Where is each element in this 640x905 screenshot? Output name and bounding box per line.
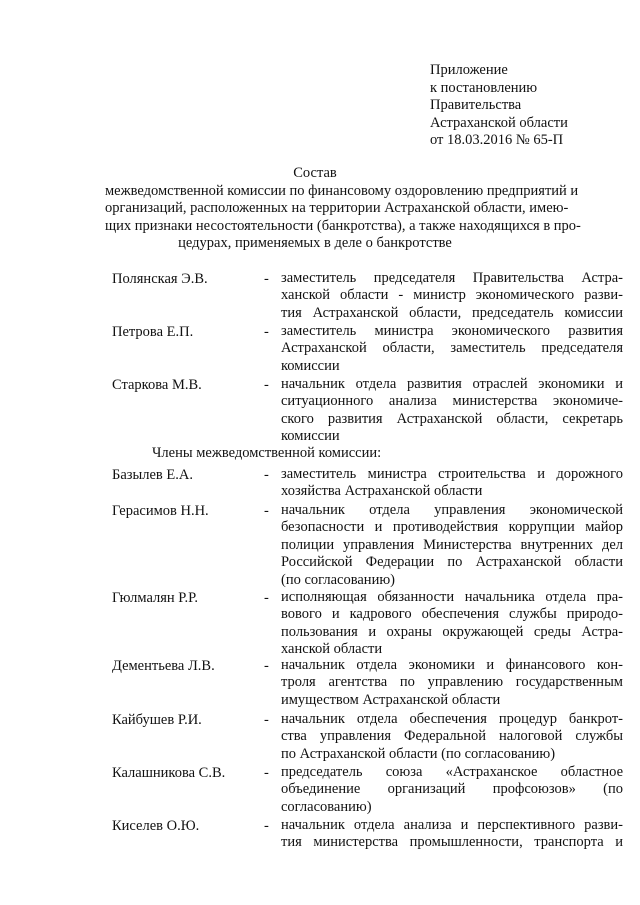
dash-separator: - [264, 271, 269, 287]
member-position [281, 270, 623, 322]
appendix-line: к постановлению [430, 79, 538, 96]
position-line: комиссии [281, 357, 340, 374]
dash-separator: - [264, 467, 269, 483]
position-line: заместитель министра строительства и дорожного [281, 466, 623, 482]
position-line: Российской Федерации по Астраханской области [281, 554, 623, 571]
position-line: троля агентства по управлению государственным [281, 674, 623, 691]
position-line: ства управления Федеральной налоговой службы [281, 728, 623, 745]
dash-separator: - [264, 818, 269, 834]
position-line: согласованию) [281, 798, 372, 815]
position-line: (по согласованию) [281, 571, 395, 588]
document-title [105, 165, 581, 253]
member-name: Полянская Э.В. [112, 271, 208, 287]
dash-separator: - [264, 712, 269, 728]
title-heading: Состав [293, 165, 337, 181]
member-name: Базылев Е.А. [112, 467, 193, 483]
position-line: безопасности и противодействия коррупции майор [281, 519, 623, 536]
appendix-line: Правительства [430, 97, 522, 114]
position-line: начальник отдела экономики и финансового кон- [281, 657, 623, 673]
member-name: Герасимов Н.Н. [112, 503, 209, 519]
position-line: исполняющая обязанности начальника отдела пра- [281, 589, 623, 605]
appendix-date-line: от 18.03.2016 № 65-П [430, 132, 564, 149]
position-line: ханской области [281, 641, 383, 658]
position-line: начальник отдела развития отраслей экономики и [281, 376, 623, 392]
position-line: заместитель председателя Правительства Астра- [281, 270, 623, 286]
appendix-note [430, 62, 630, 150]
members-header: Члены межведомственной комиссии: [152, 445, 382, 461]
member-position [281, 657, 623, 709]
position-line: Астраханской области, заместитель председателя [281, 340, 623, 357]
position-line: вового и кадрового обеспечения службы природо- [281, 606, 623, 623]
member-position [281, 466, 623, 501]
position-line: начальник отдела обеспечения процедур банкрот- [281, 711, 623, 727]
member-name: Киселев О.Ю. [112, 818, 200, 834]
member-position [281, 764, 623, 816]
dash-separator: - [264, 658, 269, 674]
position-line: имуществом Астраханской области [281, 691, 501, 708]
position-line: объединение организаций профсоюзов» (по [281, 781, 623, 798]
position-line: пользования и охраны окружающей среды Астра- [281, 623, 623, 640]
member-name: Дементьева Л.В. [112, 658, 215, 674]
member-name: Калашникова С.В. [112, 765, 226, 781]
member-position [281, 817, 623, 852]
position-line: ситуационного анализа министерства экономиче- [281, 393, 623, 410]
member-name: Кайбушев Р.И. [112, 712, 202, 728]
position-line: ханской области - министр экономического разви- [281, 287, 623, 304]
dash-separator: - [264, 324, 269, 340]
position-line: председатель союза «Астраханское областное [281, 764, 623, 780]
position-line: полиции управления Министерства внутренних дел [281, 536, 623, 553]
member-position [281, 589, 623, 659]
position-line: заместитель министра экономического развития [281, 323, 623, 339]
position-line: тия Астраханской области, председатель комиссии [281, 304, 623, 321]
dash-separator: - [264, 377, 269, 393]
member-position [281, 323, 623, 375]
position-line: начальник отдела анализа и перспективного разви- [281, 817, 623, 833]
member-position [281, 502, 623, 589]
dash-separator: - [264, 503, 269, 519]
member-name: Гюлмалян Р.Р. [112, 590, 199, 606]
dash-separator: - [264, 765, 269, 781]
member-position [281, 376, 623, 446]
title-line: щих признаки несостоятельности (банкротства), а также находящихся в про- [105, 217, 581, 234]
appendix-line: Астраханской области [430, 114, 568, 131]
position-line: комиссии [281, 428, 340, 445]
title-line: межведомственной комиссии по финансовому оздоровлению предприятий и [105, 182, 579, 199]
position-line: начальник отдела управления экономической [281, 502, 623, 518]
position-line: хозяйства Астраханской области [281, 483, 483, 500]
dash-separator: - [264, 590, 269, 606]
position-line: по Астраханской области (по согласованию) [281, 745, 556, 762]
member-name: Старкова М.В. [112, 377, 202, 393]
position-line: ского развития Астраханской области, секретарь [281, 410, 623, 427]
position-line: тия министерства промышленности, транспорта и [281, 834, 623, 851]
member-name: Петрова Е.П. [112, 324, 194, 340]
title-line: организаций, расположенных на территории Астраханской области, имею- [105, 200, 569, 217]
member-position [281, 711, 623, 763]
appendix-line: Приложение [430, 62, 508, 78]
title-line: цедурах, применяемых в деле о банкротстве [178, 235, 452, 252]
